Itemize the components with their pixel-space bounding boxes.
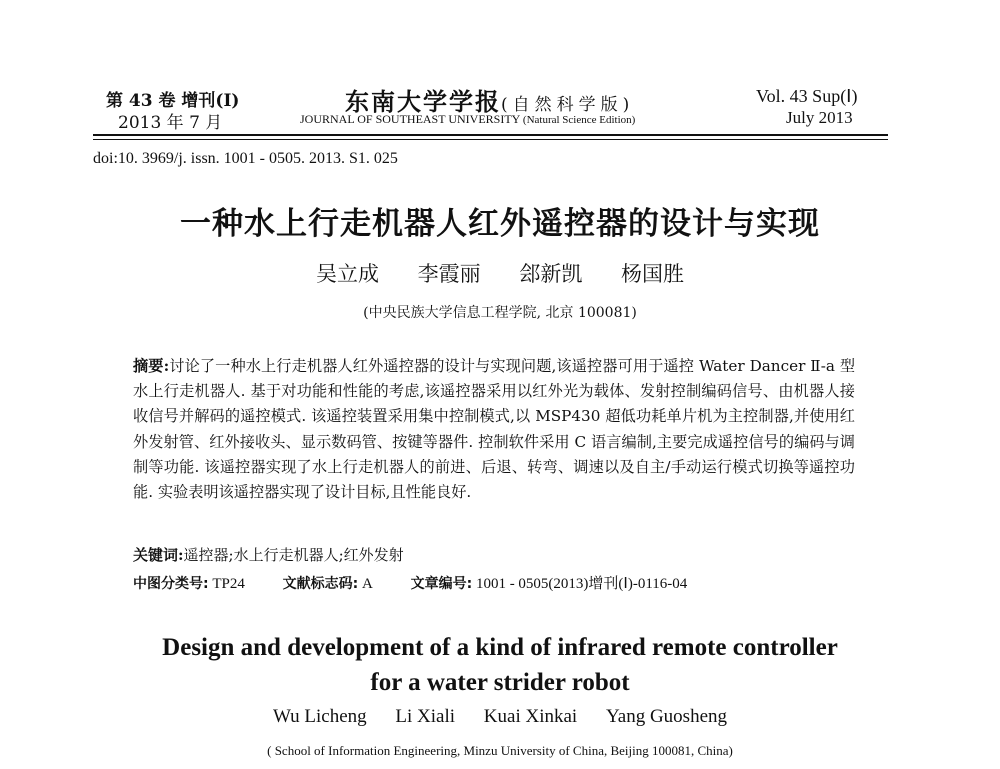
- authors-en: [0, 706, 1000, 728]
- author-en: Yang Guosheng: [605, 706, 728, 727]
- abstract-cn: [133, 354, 855, 505]
- paper-title-en: [0, 630, 1000, 700]
- keywords-cn: [133, 544, 404, 565]
- abstract-label: 摘要:: [133, 357, 170, 375]
- classification-line: [133, 572, 687, 593]
- paper-title-en-line2: for a water strider robot: [370, 669, 630, 696]
- author-en: Li Xiali: [395, 706, 456, 727]
- journal-name-cn: 东南大学学报: [345, 87, 501, 116]
- journal-edition-cn: (自然科学版): [501, 95, 635, 115]
- author-cn: 吴立成: [315, 262, 379, 286]
- author-cn: 杨国胜: [621, 262, 685, 286]
- clc-label: 中图分类号:: [133, 576, 209, 592]
- paper-title-cn: 一种水上行走机器人红外遥控器的设计与实现: [180, 206, 820, 242]
- paper-title-en-line1: Design and development of a kind of infrared remote controller: [162, 634, 838, 661]
- journal-date-en: July 2013: [786, 108, 853, 127]
- journal-title-en: [300, 112, 635, 127]
- author-cn: 李霞丽: [417, 262, 481, 286]
- header-divider-thin: [93, 139, 888, 140]
- journal-volume-cn: 第 43 卷 增刊(Ⅰ): [106, 91, 240, 111]
- header-divider-thick: [93, 134, 888, 136]
- doc-code-value: A: [361, 576, 373, 592]
- author-en: Kuai Xinkai: [483, 706, 578, 727]
- article-number-label: 文章编号:: [410, 576, 473, 592]
- author-cn: 郐新凯: [519, 262, 583, 286]
- author-en: Wu Licheng: [272, 706, 367, 727]
- abstract-text: 讨论了一种水上行走机器人红外遥控器的设计与实现问题,该遥控器可用于遥控 Water Dancer Ⅱ-a 型水上行走机器人. 基于对功能和性能的考虑,该遥控器采用以红外光为载体、发射控制编码信号、由机器人接收信号并解码的遥控模式. 该遥控装置采用集中控制模式,以 MSP430 超低功耗单片机为主控制器,并使用红外发射管、红外接收头、显示数码管、按键等器件. 控制软件采用 C 语言编制,主要完成遥控信号的编码与调制等功能. 该遥控器实现了水上行走机器人的前进、后退、转弯、调速以及自主/手动运行模式切换等遥控功能. 实验表明该遥控器实现了设计目标,且性能良好.: [133, 357, 856, 502]
- affiliation-en: ( School of Information Engineering, Minzu University of China, Beijing 100081, China): [267, 743, 733, 758]
- journal-name-en: JOURNAL OF SOUTHEAST UNIVERSITY: [300, 112, 520, 126]
- journal-volume-en: Vol. 43 Sup(Ⅰ): [756, 86, 858, 106]
- doc-code-label: 文献标志码:: [282, 576, 359, 592]
- authors-cn: [0, 258, 1000, 288]
- clc-value: TP24: [212, 576, 245, 592]
- keywords-text: 遥控器;水上行走机器人;红外发射: [183, 546, 404, 564]
- journal-date-cn: 2013 年 7 月: [118, 113, 223, 133]
- article-number-value: 1001 - 0505(2013)增刊(Ⅰ)-0116-04: [475, 576, 688, 592]
- doi: doi:10. 3969/j. issn. 1001 - 0505. 2013. S1. 025: [93, 150, 398, 167]
- keywords-label: 关键词:: [133, 546, 184, 564]
- affiliation-cn: (中央民族大学信息工程学院, 北京 100081): [363, 305, 637, 321]
- journal-edition-en: (Natural Science Edition): [522, 114, 636, 126]
